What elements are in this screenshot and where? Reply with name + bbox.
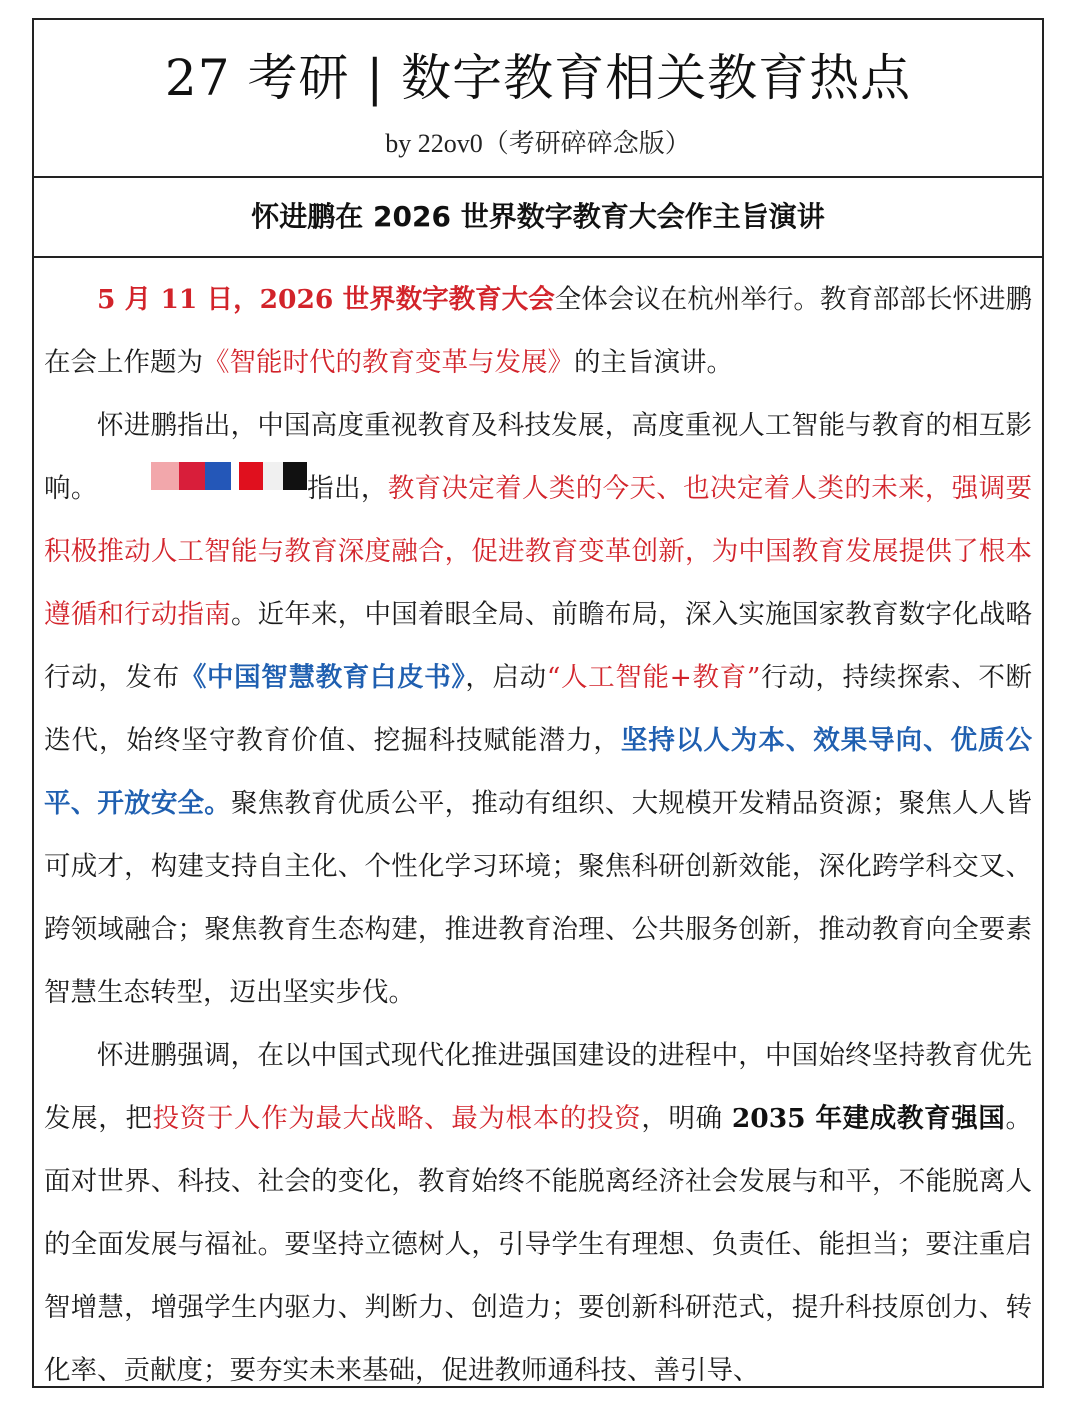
article-body: [34, 258, 1042, 1402]
section-heading: 怀进鹏在 2026 世界数字教育大会作主旨演讲: [34, 178, 1042, 258]
quote-highlight: 教育决定着人类的今天、也决定着人类的未来，强调要积极推动人工智能与教育深度融合，促进教育变革创新，为中国教育发展提供了根本遵循和行动指南: [44, 473, 1033, 630]
whitepaper-highlight: 《中国智慧教育白皮书》: [179, 662, 466, 693]
paragraph-2: [44, 394, 1032, 1024]
ai-education-highlight: “人工智能+教育”: [546, 662, 761, 693]
text-run: 怀进鹏强调，在以中国式现代化推进强国建设的进程中，中国始终坚持教育优先发展，把: [44, 1040, 1032, 1134]
speech-title-highlight: 《智能时代的教育变革与发展》: [203, 347, 574, 378]
text-run: 全体会议在杭州举行。教育部部长怀进鹏在会上作题为: [44, 284, 1032, 378]
text-run: ，启动: [465, 662, 547, 693]
investment-highlight: 投资于人作为最大战略、最为根本的投资: [152, 1103, 642, 1134]
document-byline: by 22ov0（考研碎碎念版）: [385, 129, 691, 158]
paragraph-1: [44, 268, 1032, 394]
text-run: 行动，持续探索、不断迭代，始终坚守教育价值、挖掘科技赋能潜力，: [44, 662, 1033, 756]
text-run: ，明确: [641, 1103, 732, 1134]
document-header: [34, 20, 1042, 178]
document-title: 27 考研 | 数字教育相关教育热点: [164, 49, 912, 107]
text-run: 。近年来，中国着眼全局、前瞻布局，深入实施国家教育数字化战略行动，发布: [44, 599, 1033, 693]
redaction-mark: [98, 462, 307, 490]
text-run: 的主旨演讲。: [574, 347, 733, 378]
document-frame: [32, 18, 1044, 1388]
text-run: 指出，: [306, 473, 388, 504]
paragraph-3: [44, 1024, 1032, 1402]
event-date-highlight: 5 月 11 日，2026 世界数字教育大会: [97, 284, 555, 315]
text-run: 怀进鹏指出，中国高度重视教育及科技发展，高度重视人工智能与教育的相互影响。: [44, 410, 1032, 504]
text-run: 。面对世界、科技、社会的变化，教育始终不能脱离经济社会发展与和平，不能脱离人的全面发展与福祉。要坚持立德树人，引导学生有理想、负责任、能担当；要注重启智增慧，增强学生内驱力、判断力、创造力；要创新科研范式，提升科技原创力、转化率、贡献度；要夯实未来基础，促进教师通科技、善引导、: [44, 1103, 1033, 1386]
principles-highlight: 坚持以人为本、效果导向、优质公平、开放安全。: [44, 725, 1033, 819]
text-run: 聚焦教育优质公平，推动有组织、大规模开发精品资源；聚焦人人皆可成才，构建支持自主化、个性化学习环境；聚焦科研创新效能，深化跨学科交叉、跨领域融合；聚焦教育生态构建，推进教育治理、公共服务创新，推动教育向全要素智慧生态转型，迈出坚实步伐。: [44, 788, 1033, 1008]
goal-2035-highlight: 2035 年建成教育强国: [731, 1103, 1006, 1134]
